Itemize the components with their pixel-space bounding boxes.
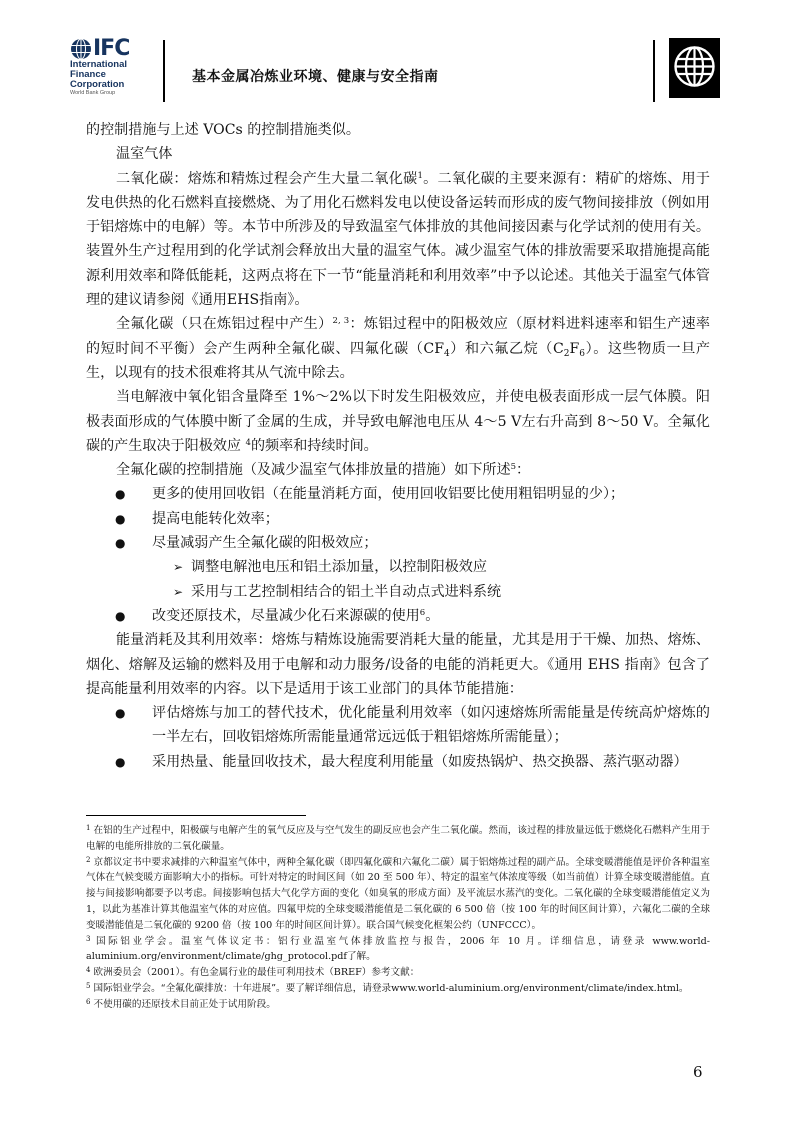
world-bank-globe-icon bbox=[673, 45, 716, 88]
footnote-number: 5 bbox=[86, 981, 91, 990]
pfc-text-a: 全氟化碳（只在炼铝过程中产生） bbox=[116, 316, 333, 333]
paragraph-pfc-measures bbox=[86, 458, 710, 482]
footnote-number: 4 bbox=[86, 966, 91, 975]
arrow-bullet-icon: ➢ bbox=[173, 584, 184, 599]
subscript-6: 6 bbox=[579, 348, 586, 359]
list-item-text-end: 。 bbox=[425, 607, 440, 624]
footnote-number: 3 bbox=[86, 934, 91, 943]
ifc-logo bbox=[70, 38, 150, 106]
footnote-3 bbox=[86, 934, 710, 966]
subscript-2: 2 bbox=[563, 348, 570, 359]
footnote-number: 6 bbox=[86, 997, 91, 1006]
co2-text-rest: 。二氧化碳的主要来源有：精矿的熔炼、用于发电供热的化石燃料直接燃烧、为了用化石燃料发电以使设备运转而形成的废气物间接排放（例如用于铝熔炼中的电解）等。本节中所涉及的导致温室气体排放的其他间接因素与化学试剂的使用有关。装置外生产过程用到的化学试剂会释放出大量的温室气体。减少温室气体的排放需要采取措施提高能源利用效率和降低能耗，这两点将在下一节“能量消耗和利用效率”中予以论述。其他关于温室气体管理的建议请参阅《通用EHS指南》。 bbox=[86, 170, 710, 309]
measures-text-a: 全氟化碳的控制措施（及减少温室气体排放量的措施）如下所述 bbox=[116, 462, 511, 479]
world-bank-logo bbox=[669, 38, 720, 98]
list-item bbox=[86, 604, 710, 628]
pfc-text-b: ：炼铝过程中的阳极效应（原材料进料速率和铝生产速率的短时间不平衡）会产生两种全氟化碳、四氟化碳（CF bbox=[86, 316, 710, 357]
section-heading-ghg: 温室气体 bbox=[116, 146, 173, 163]
footnote-text: 国际铝业学会。“全氟化碳排放：十年进展”。要了解详细信息，请登录www.world-aluminium.org/environment/climate/index.html。 bbox=[90, 982, 689, 994]
sub-list-item-text: 调整电解池电压和铝土添加量，以控制阳极效应 bbox=[191, 559, 487, 576]
sub-list-item bbox=[86, 555, 710, 579]
sub-list-item-text: 采用与工艺控制相结合的铝土半自动点式进料系统 bbox=[191, 583, 502, 600]
list-item: ● 提高电能转化效率； bbox=[86, 507, 710, 531]
list-item: ● 采用热量、能量回收技术，最大程度利用能量（如废热锅炉、热交换器、蒸汽驱动器） bbox=[86, 750, 710, 774]
main-content bbox=[86, 118, 710, 774]
footnote-ref-5: 5 bbox=[510, 462, 517, 473]
paragraph-co2 bbox=[86, 167, 710, 313]
footnote-5 bbox=[86, 981, 710, 997]
ifc-letters: IFC bbox=[93, 36, 130, 61]
footnote-text: 欧洲委员会（2001）。有色金属行业的最佳可利用技术（BREF）参考文献： bbox=[90, 967, 420, 979]
anode-text-b: 的频率和持续时间。 bbox=[250, 437, 378, 454]
footnote-separator bbox=[86, 815, 306, 816]
header-divider-left bbox=[163, 40, 165, 102]
footnote-text: 京都议定书中要求减排的六种温室气体中，两种全氟化碳（即四氟化碳和六氟化二碳）属于铝熔炼过程的副产品。全球变暖潜能值是评价各种温室气体在气候变暖方面影响大小的指标。可针对特定的时间区间（如 20 至 500 年）、特定的温室气体浓度等级（如当前值）计算全球变暖潜能值。直接与间接影响都要予以考虑。间接影响包括大气化学方面的变化（如臭氧的形成方面）及平流层水蒸汽的变化。二氧化碳的全球变暖潜能值定义为 1，以此为基准计算其他温室气体的对应值。四氟甲烷的全球变暖潜能值是二氧化碳的 6 500 倍（按 100 年的时间区间计算），六氟化二碳的全球变暖潜能值是二氧化碳的 9200 倍（按 100 年的时间区间计算）。联合国气候变化框架公约（UNFCCC）。 bbox=[86, 856, 710, 931]
page-number: 6 bbox=[693, 1063, 703, 1081]
ifc-subtitle: World Bank Group bbox=[70, 90, 116, 96]
paragraph-anode-effect bbox=[86, 385, 710, 458]
ifc-line-2: Finance bbox=[70, 69, 106, 80]
pfc-text-c: ）和六氟乙烷（C bbox=[449, 340, 564, 357]
sub-list-item bbox=[86, 580, 710, 604]
footnote-number: 2 bbox=[86, 855, 91, 864]
globe-icon bbox=[70, 38, 92, 60]
ifc-mark bbox=[70, 38, 150, 60]
paragraph-energy: 能量消耗及其利用效率：熔炼与精炼设施需要消耗大量的能量，尤其是用于干燥、加热、熔炼、烟化、熔解及运输的燃料及用于电解和动力服务/设备的电能的消耗更大。《通用 EHS 指南》包含了提高能量利用效率的内容。以下是适用于该工业部门的具体节能措施： bbox=[86, 632, 710, 697]
footnote-4 bbox=[86, 965, 710, 981]
footnote-ref-4: 4 bbox=[245, 437, 251, 448]
footnotes bbox=[86, 823, 710, 1013]
paragraph-pfc bbox=[86, 312, 710, 385]
header-divider-right bbox=[653, 40, 655, 102]
subscript-4: 4 bbox=[443, 348, 450, 359]
footnote-text: 国际铝业学会。温室气体议定书：铝行业温室气体排放监控与报告，2006 年 10 月。详细信息，请登录 www.world-aluminium.org/environment/climate/ghg_protocol.pdf了解。 bbox=[86, 935, 710, 963]
paragraph-continuation: 的控制措施与上述 VOCs 的控制措施类似。 bbox=[86, 122, 360, 138]
measures-text-b: ： bbox=[516, 462, 531, 479]
list-item: ● 更多的使用回收铝（在能量消耗方面，使用回收铝要比使用粗铝明显的少）； bbox=[86, 482, 710, 506]
footnote-2 bbox=[86, 855, 710, 934]
list-item: ● 评估熔炼与加工的替代技术，优化能量利用效率（如闪速熔炼所需能量是传统高炉熔炼的一半左右，回收铝熔炼所需能量通常远远低于粗铝熔炼所需能量）； bbox=[86, 701, 710, 750]
pfc-text-d: F bbox=[569, 340, 580, 357]
page-header bbox=[0, 0, 793, 112]
pfc-text-e: ）。这些物质一旦产生，以现有的技术很难将其从气流中除去。 bbox=[86, 340, 710, 381]
footnote-text: 在铝的生产过程中，阳极碳与电解产生的氧气反应及与空气发生的副反应也会产生二氧化碳。然而，该过程的排放量远低于燃烧化石燃料产生用于电解的电能所排放的二氧化碳量。 bbox=[86, 825, 710, 852]
anode-text-a: 当电解液中氧化铝含量降至 1%～2%以下时发生阳极效应，并使电极表面形成一层气体膜。阳极表面形成的气体膜中断了金属的生成，并导致电解池电压从 4～5 V左右升高到 8～50 V。全氟化碳的产生取决于阳极效应 bbox=[86, 389, 710, 454]
footnote-ref-2-3: 2, 3 bbox=[332, 316, 350, 327]
list-item: ● 尽量减弱产生全氟化碳的阳极效应； bbox=[86, 531, 710, 555]
footnote-1 bbox=[86, 823, 710, 855]
footnote-number: 1 bbox=[86, 824, 91, 832]
ifc-line-3: Corporation bbox=[70, 79, 125, 90]
footnote-6 bbox=[86, 997, 710, 1013]
list-item-text: 改变还原技术，尽量减少化石来源碳的使用 bbox=[152, 607, 420, 624]
ifc-line-1: International bbox=[70, 59, 128, 70]
footnote-ref-6: 6 bbox=[419, 607, 426, 618]
page-title: 基本金属冶炼业环境、健康与安全指南 bbox=[192, 69, 439, 85]
arrow-bullet-icon: ➢ bbox=[173, 560, 184, 575]
footnote-ref-1: 1 bbox=[417, 170, 423, 181]
footnote-text: 不使用碳的还原技术目前正处于试用阶段。 bbox=[90, 998, 276, 1010]
co2-text: 二氧化碳：熔炼和精炼过程会产生大量二氧化碳 bbox=[116, 170, 418, 187]
